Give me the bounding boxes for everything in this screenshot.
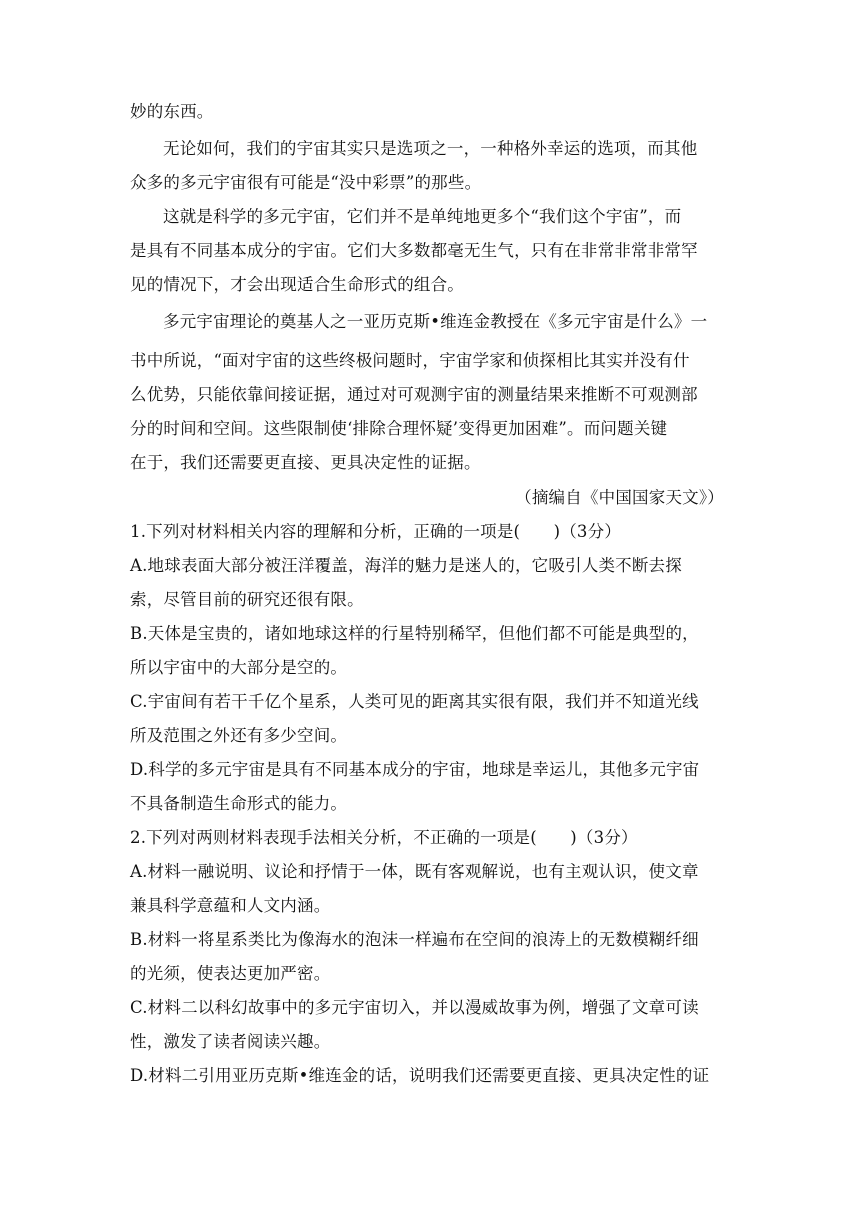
question-2-stem: 2.下列对两则材料表现手法相关分析，不正确的一项是( )（3分） (130, 828, 638, 847)
question-1-option-c: 所及范围之外还有多少空间。 (130, 726, 348, 745)
passage-line: 在于，我们还需要更直接、更具决定性的证据。 (130, 453, 481, 472)
question-2-option-c: 性，激发了读者阅读兴趣。 (130, 1032, 331, 1051)
question-2-option-a: A.材料一融说明、议论和抒情于一体，既有客观解说，也有主观认识，使文章 (130, 862, 699, 881)
passage-line: 众多的多元宇宙很有可能是“没中彩票”的那些。 (130, 173, 482, 192)
question-2-option-b: B.材料一将星系类比为像海水的泡沫一样遍布在空间的浪涛上的无数模糊纤细 (130, 930, 699, 949)
question-1-option-b: 所以宇宙中的大部分是空的。 (130, 658, 348, 677)
question-1-option-a: 索，尽管目前的研究还很有限。 (130, 590, 364, 609)
question-2-option-d: D.材料二引用亚历克斯•维连金的话，说明我们还需要更直接、更具决定性的证 (130, 1066, 710, 1085)
passage-line: 这就是科学的多元宇宙，它们并不是单纯地更多个“我们这个宇宙”，而 (163, 207, 682, 226)
passage-line: 无论如何，我们的宇宙其实只是选项之一，一种格外幸运的选项，而其他 (163, 139, 698, 158)
question-1-option-d: D.科学的多元宇宙是具有不同基本成分的宇宙，地球是幸运儿，其他多元宇宙 (130, 760, 700, 779)
passage-line: 是具有不同基本成分的宇宙。它们大多数都毫无生气，只有在非常非常非常罕 (130, 241, 698, 260)
passage-line: 分的时间和空间。这些限制使‘排除合理怀疑’变得更加困难”。而问题关键 (130, 419, 668, 438)
question-1-option-c: C.宇宙间有若干千亿个星系，人类可见的距离其实很有限，我们并不知道光线 (130, 692, 699, 711)
passage-line: 妙的东西。 (130, 102, 214, 121)
question-2-option-b: 的光须，使表达更加严密。 (130, 964, 331, 983)
question-1-option-b: B.天体是宝贵的，诸如地球这样的行星特别稀罕，但他们都不可能是典型的， (130, 624, 699, 643)
question-1-stem: 1.下列对材料相关内容的理解和分析，正确的一项是( )（3分） (130, 522, 622, 541)
passage-line: 书中所说，“面对宇宙的这些终极问题时，宇宙学家和侦探相比其实并没有什 (130, 351, 690, 370)
question-2-option-a: 兼具科学意蕴和人文内涵。 (130, 896, 331, 915)
passage-line: 多元宇宙理论的奠基人之一亚历克斯•维连金教授在《多元宇宙是什么》一 (163, 312, 708, 331)
question-1-option-d: 不具备制造生命形式的能力。 (130, 794, 348, 813)
passage-line: 么优势，只能依靠间接证据，通过对可观测宇宙的测量结果来推断不可观测部 (130, 385, 698, 404)
passage-line: 见的情况下，才会出现适合生命形式的组合。 (130, 275, 464, 294)
source-citation: （摘编自《中国国家天文》） (515, 488, 724, 507)
question-2-option-c: C.材料二以科幻故事中的多元宇宙切入，并以漫威故事为例，增强了文章可读 (130, 998, 699, 1017)
question-1-option-a: A.地球表面大部分被汪洋覆盖，海洋的魅力是迷人的，它吸引人类不断去探 (130, 556, 682, 575)
